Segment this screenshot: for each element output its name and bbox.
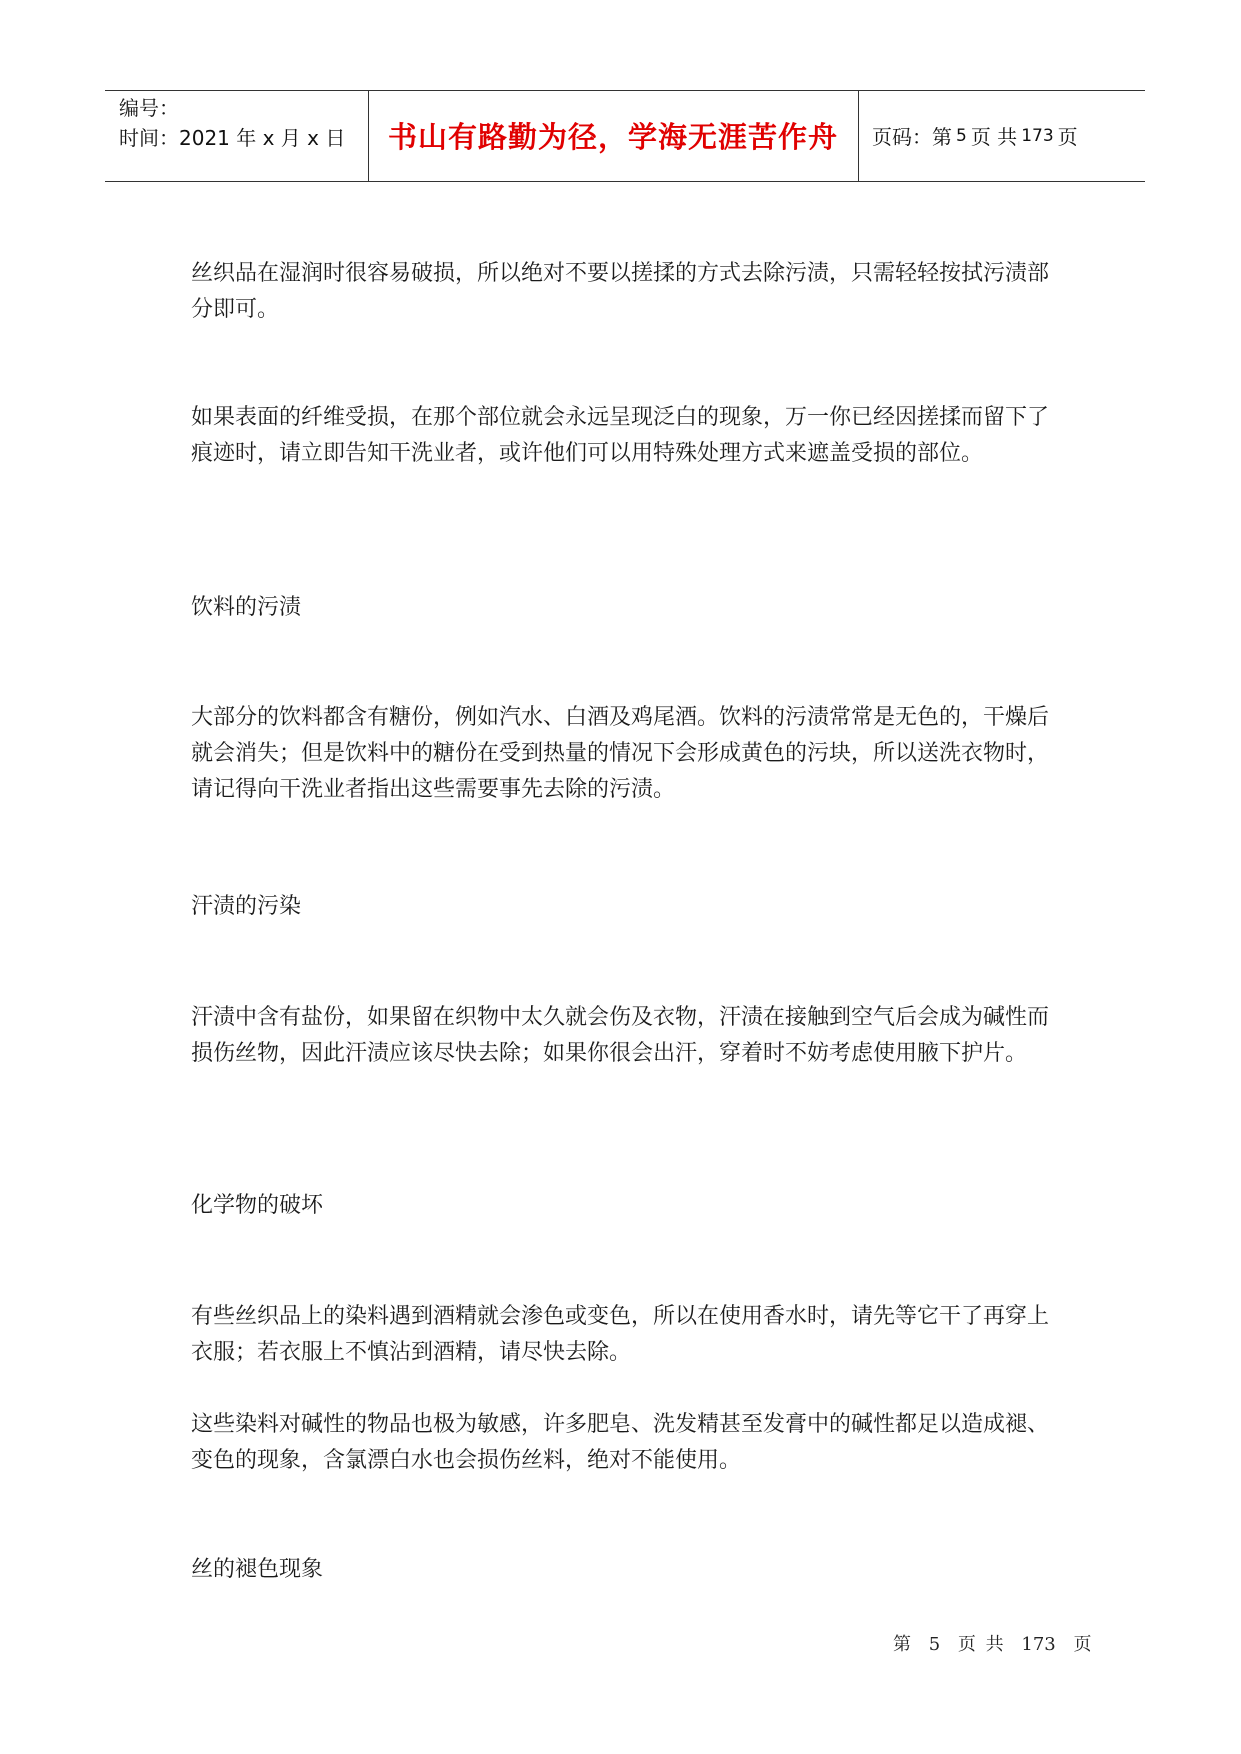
header-page-suffix: 页 [1057,125,1078,149]
footer-page-total: 173 [1021,1634,1056,1655]
section-heading: 饮料的污渍 [191,595,302,620]
footer-prefix: 第 [893,1634,911,1655]
paragraph: 如果表面的纤维受损，在那个部位就会永远呈现泛白的现象，万一你已经因搓揉而留下了痕迹时，请立即告知干洗业者，或许他们可以用特殊处理方式来遮盖受损的部位。 [191,405,1050,466]
section-heading: 化学物的破坏 [191,1193,324,1218]
paragraph: 有些丝织品上的染料遇到酒精就会渗色或变色，所以在使用香水时，请先等它干了再穿上衣服；若衣服上不慎沾到酒精，请尽快去除。 [191,1304,1050,1365]
page-footer [893,1630,1091,1656]
time-label: 时间：2021 年 x 月 x 日 [119,126,346,150]
section-heading: 丝的褪色现象 [191,1557,324,1582]
header-page-number [872,91,1078,180]
paragraph: 汗渍中含有盐份，如果留在织物中太久就会伤及衣物，汗渍在接触到空气后会成为碱性而损伤丝物，因此汗渍应该尽快去除；如果你很会出汗，穿着时不妨考虑使用腋下护片。 [191,1005,1050,1066]
header-page-current: 5 [956,125,967,146]
paragraph: 这些染料对碱性的物品也极为敏感，许多肥皂、洗发精甚至发膏中的碱性都足以造成褪、变色的现象，含氯漂白水也会损伤丝料，绝对不能使用。 [191,1412,1050,1473]
header-page-prefix: 页码：第 [872,125,952,149]
footer-page-current: 5 [928,1634,941,1655]
paragraph: 大部分的饮料都含有糖份，例如汽水、白酒及鸡尾酒。饮料的污渍常常是无色的，干燥后就会消失；但是饮料中的糖份在受到热量的情况下会形成黄色的污块，所以送洗衣物时，请记得向干洗业者指出这些需要事先去除的污渍。 [191,705,1050,802]
header-page-mid: 页 共 [970,125,1018,149]
header-divider-right [858,91,859,181]
footer-mid: 页 共 [957,1634,1004,1655]
page-header [105,90,1145,182]
section-heading: 汗渍的污染 [191,894,302,919]
header-motto: 书山有路勤为径，学海无涯苦作舟 [387,120,838,154]
footer-suffix: 页 [1073,1634,1092,1655]
header-meta [119,93,369,153]
paragraph: 丝织品在湿润时很容易破损，所以绝对不要以搓揉的方式去除污渍，只需轻轻按拭污渍部分即可。 [191,261,1050,322]
number-label: 编号： [119,96,179,120]
header-page-total: 173 [1021,125,1054,146]
